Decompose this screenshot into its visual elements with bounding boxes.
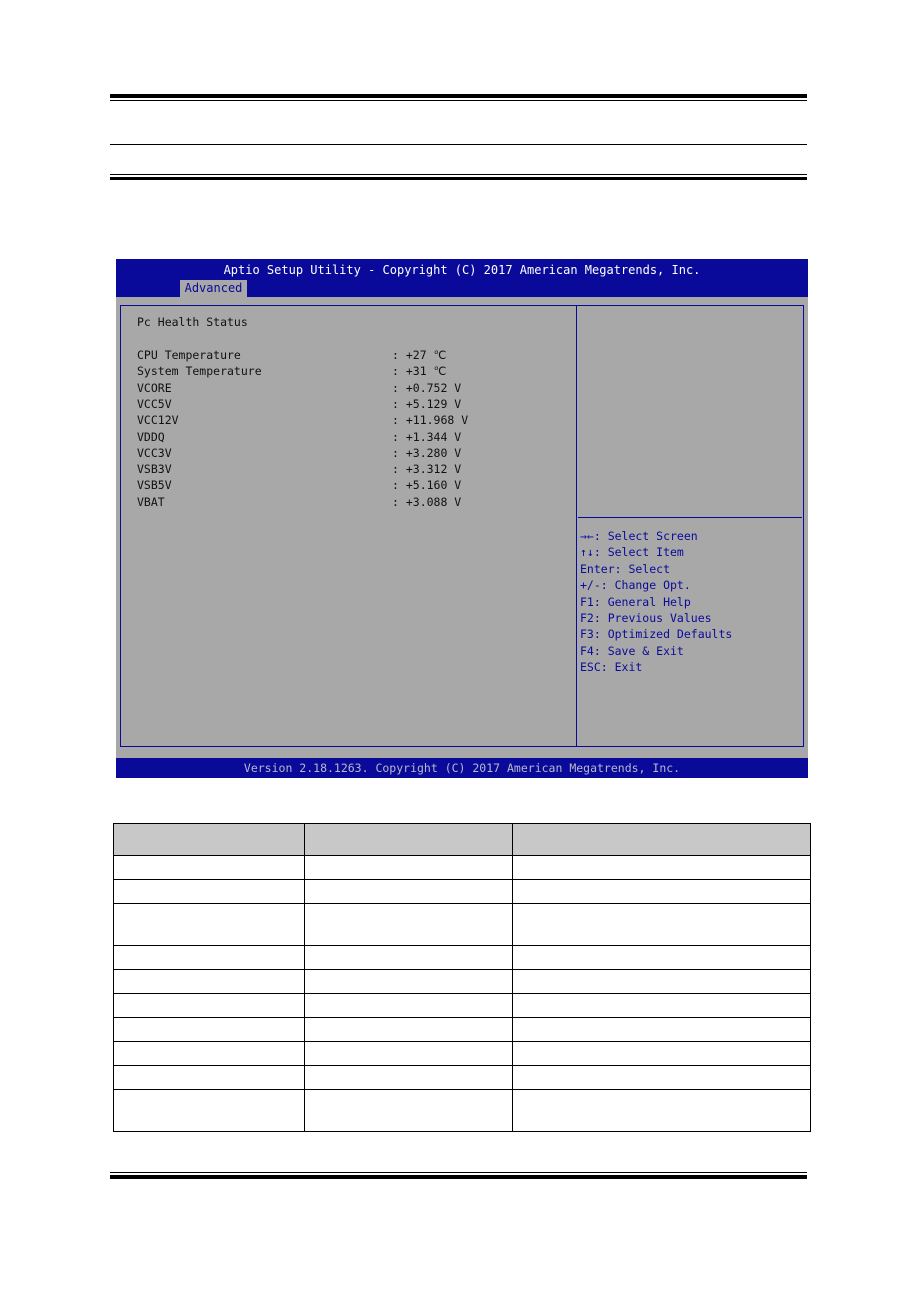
status-value: : +0.752 V: [392, 381, 462, 395]
table-cell: [305, 856, 513, 880]
table-cell: [114, 946, 305, 970]
help-line: ESC: Exit: [580, 660, 643, 674]
bios-title: Aptio Setup Utility - Copyright (C) 2017 American Megatrends, Inc.: [223, 263, 701, 277]
table-row: [114, 880, 811, 904]
table-cell: [513, 856, 811, 880]
status-value: : +27 ℃: [392, 348, 447, 362]
table-cell: [114, 1066, 305, 1090]
title-rule-bottom-thin: [110, 174, 807, 175]
status-label: CPU Temperature: [137, 348, 241, 362]
bios-screen: [116, 259, 808, 778]
table-row: [114, 1066, 811, 1090]
table-cell: [513, 994, 811, 1018]
table-row: [114, 1018, 811, 1042]
help-line: F2: Previous Values: [580, 611, 712, 625]
table-row: [114, 994, 811, 1018]
table-cell: [114, 880, 305, 904]
table-cell: [513, 824, 811, 856]
table-header-row: [114, 824, 811, 856]
footer-rule-thick: [110, 1175, 807, 1179]
table-cell: [513, 1090, 811, 1132]
table-cell: [305, 1042, 513, 1066]
help-divider: [578, 517, 802, 518]
footer-rule-thin: [110, 1172, 807, 1173]
status-value: : +1.344 V: [392, 430, 462, 444]
status-label: VCORE: [137, 381, 172, 395]
table-cell: [305, 1018, 513, 1042]
table-cell: [513, 970, 811, 994]
table-cell: [305, 1090, 513, 1132]
table-cell: [513, 1018, 811, 1042]
help-line: Enter: Select: [580, 562, 671, 576]
table-cell: [114, 1042, 305, 1066]
table-cell: [513, 880, 811, 904]
status-value: : +3.280 V: [392, 446, 462, 460]
panel-divider: [576, 305, 577, 747]
table-cell: [513, 946, 811, 970]
title-rule-bottom-thick: [110, 177, 807, 180]
status-value: : +11.968 V: [392, 413, 469, 427]
help-line: ↑↓: Select Item: [580, 545, 684, 559]
table-cell: [114, 824, 305, 856]
bios-footer: Version 2.18.1263. Copyright (C) 2017 American Megatrends, Inc.: [116, 758, 808, 778]
table-cell: [114, 856, 305, 880]
table-row: [114, 1042, 811, 1066]
table-cell: [114, 994, 305, 1018]
table-row: [114, 904, 811, 946]
status-value: : +5.129 V: [392, 397, 462, 411]
table-cell: [305, 1066, 513, 1090]
table-cell: [114, 970, 305, 994]
title-rule-top: [110, 144, 807, 145]
table-cell: [513, 1066, 811, 1090]
table-row: [114, 946, 811, 970]
table-cell: [305, 970, 513, 994]
help-line: F1: General Help: [580, 595, 691, 609]
table-cell: [114, 904, 305, 946]
table-cell: [305, 994, 513, 1018]
table-cell: [513, 904, 811, 946]
table-row: [114, 856, 811, 880]
table-cell: [513, 1042, 811, 1066]
status-value: : +3.088 V: [392, 495, 462, 509]
status-label: VCC12V: [137, 413, 179, 427]
help-line: F4: Save & Exit: [580, 644, 684, 658]
header-rule-thick: [110, 94, 807, 98]
status-label: VCC3V: [137, 446, 172, 460]
status-label: VBAT: [137, 495, 165, 509]
table-row: [114, 970, 811, 994]
table-cell: [305, 824, 513, 856]
status-label: VDDQ: [137, 430, 165, 444]
table-cell: [305, 946, 513, 970]
status-value: : +5.160 V: [392, 478, 462, 492]
tab-advanced[interactable]: Advanced: [180, 280, 247, 297]
document-table: [113, 823, 811, 1132]
table-cell: [305, 904, 513, 946]
header-rule-thin: [110, 100, 807, 101]
status-value: : +31 ℃: [392, 364, 447, 378]
table-cell: [114, 1018, 305, 1042]
bios-header: [116, 259, 808, 297]
help-line: +/-: Change Opt.: [580, 578, 691, 592]
table-cell: [305, 880, 513, 904]
help-line: F3: Optimized Defaults: [580, 627, 733, 641]
status-label: System Temperature: [137, 364, 262, 378]
status-label: VSB5V: [137, 478, 172, 492]
status-value: : +3.312 V: [392, 462, 462, 476]
status-label: VCC5V: [137, 397, 172, 411]
help-line: →←: Select Screen: [580, 529, 698, 543]
table-row: [114, 1090, 811, 1132]
section-title: Pc Health Status: [137, 315, 248, 329]
status-label: VSB3V: [137, 462, 172, 476]
table-cell: [114, 1090, 305, 1132]
